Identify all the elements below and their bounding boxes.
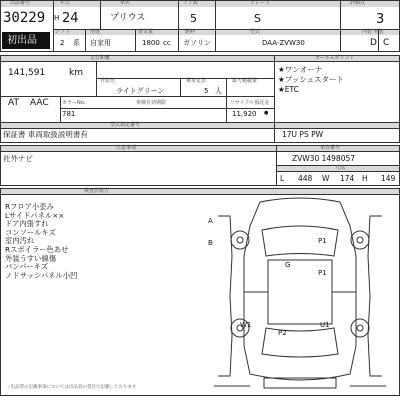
serial-label: 車台番号 bbox=[320, 145, 341, 151]
dims-l-label: L bbox=[280, 174, 285, 183]
displacement-unit: cc bbox=[163, 39, 171, 47]
header-col-line bbox=[340, 0, 341, 52]
inspector-top-line bbox=[0, 188, 400, 189]
notes-top-line bbox=[0, 145, 400, 146]
length-value: 448 bbox=[298, 174, 313, 183]
exterior-grade: C bbox=[383, 38, 390, 48]
doors-label: ドア数 bbox=[183, 0, 198, 6]
notes-col-line bbox=[0, 145, 1, 185]
mark-w1: W1 bbox=[240, 321, 252, 329]
remark-item: Rスポイラー色あせ bbox=[5, 245, 69, 254]
displacement-value: 1800 bbox=[142, 39, 160, 47]
dims-w-label: W bbox=[322, 174, 330, 183]
shift-label: シフト bbox=[55, 29, 71, 35]
color-no-label: カラーNo. bbox=[62, 100, 86, 106]
capacity-value: 5 bbox=[204, 87, 209, 95]
grade-value: S bbox=[254, 12, 261, 25]
displacement-label: 排気量 bbox=[138, 29, 154, 35]
spec-line bbox=[0, 128, 400, 129]
doors-value: 5 bbox=[190, 12, 197, 25]
remark-item: ノドサッシパネル小凹 bbox=[5, 270, 78, 280]
spec-line bbox=[96, 78, 274, 79]
mark-p1-upper: P1 bbox=[318, 237, 327, 245]
features-label: セールスポイント bbox=[315, 55, 355, 61]
transmission: AT bbox=[8, 98, 19, 108]
notes-label: 注意事項 bbox=[116, 145, 137, 151]
wheel-front-right-icon bbox=[351, 231, 369, 249]
spec-col-line bbox=[0, 55, 1, 142]
notes-line bbox=[276, 165, 400, 166]
recycle-mark: ● bbox=[264, 110, 269, 116]
spec-col-line bbox=[274, 55, 275, 142]
spec-line bbox=[0, 142, 400, 143]
car-name-label: 車名 bbox=[120, 0, 131, 6]
mileage-unit: km bbox=[69, 68, 83, 78]
feature-item: ★ETC bbox=[278, 85, 299, 94]
model-code: DAA-ZVW30 bbox=[262, 39, 305, 47]
score-value: 3 bbox=[376, 12, 385, 27]
spec-col-line bbox=[180, 78, 181, 96]
usage-value: 自家用 bbox=[90, 39, 111, 47]
color-no-value: 781 bbox=[62, 110, 76, 118]
header-col-line bbox=[100, 0, 101, 29]
notes-line bbox=[276, 171, 400, 172]
inspector-left-line bbox=[0, 188, 1, 396]
notes-line bbox=[0, 151, 400, 152]
notes-col-line bbox=[276, 145, 277, 185]
max-load-label: 最大積載量 bbox=[232, 78, 258, 84]
spec-line bbox=[0, 96, 274, 97]
header-col-line bbox=[215, 0, 216, 52]
remark-item: バンパーキズ bbox=[5, 262, 49, 272]
spec-line bbox=[60, 108, 274, 109]
header-col-line bbox=[178, 0, 179, 52]
first-listing-text: 初出品 bbox=[7, 35, 37, 46]
inspector-line bbox=[0, 194, 400, 195]
footer-note: ・出品票の記載事項については出品者の責任で記載しております bbox=[6, 385, 137, 390]
nav-note: 社外ナビ bbox=[3, 154, 33, 163]
year-value: 24 bbox=[62, 11, 79, 26]
rear-window bbox=[262, 328, 338, 357]
recycle-label: リサイクル預託金 bbox=[230, 100, 270, 106]
header-col-line bbox=[85, 29, 86, 52]
feature-item: ★ワンオーナ bbox=[278, 65, 323, 74]
header-col-line bbox=[53, 0, 54, 52]
car-body-outline bbox=[244, 198, 356, 380]
inspection-label: 車検有効期限 bbox=[136, 100, 167, 106]
header-divider bbox=[53, 29, 400, 30]
capacity-label: 乗車定員 bbox=[186, 78, 207, 84]
remark-item: Rフロア小歪み bbox=[5, 202, 54, 211]
width-value: 174 bbox=[340, 174, 355, 183]
remark-item: 外装うすい線傷 bbox=[5, 253, 57, 263]
dimensions-label: 寸法 bbox=[335, 165, 346, 171]
era-mark: H bbox=[54, 14, 60, 22]
usage-label: 用途 bbox=[90, 29, 101, 35]
score-label: 評価点 bbox=[350, 0, 366, 6]
notes-bottom-line bbox=[0, 185, 400, 186]
spec-col-line bbox=[60, 96, 61, 122]
interior-exterior-label: 内装 外装 bbox=[362, 29, 384, 35]
mark-p2: P2 bbox=[278, 329, 287, 337]
remark-item: 室内汚れ bbox=[5, 236, 35, 246]
spec-col-line bbox=[226, 78, 227, 122]
mark-g: G bbox=[285, 261, 291, 269]
spec-col-line bbox=[96, 61, 97, 96]
fuel-label: 燃料 bbox=[185, 29, 196, 35]
car-diagram bbox=[200, 196, 400, 396]
spec-line bbox=[0, 61, 400, 62]
ac-type: AAC bbox=[30, 98, 49, 108]
inspector-label: 検査員報告 bbox=[84, 188, 110, 194]
recycle-value: 11,920 bbox=[232, 110, 257, 118]
header-col-line bbox=[135, 29, 136, 52]
remark-item: ドア内張すれ bbox=[5, 219, 49, 229]
hub-icon bbox=[357, 237, 363, 243]
chassis-number: ZVW30 1498057 bbox=[292, 154, 356, 163]
remark-item: Lサイドパネル×× bbox=[5, 210, 65, 220]
equipment-value: 17U PS PW bbox=[282, 130, 324, 139]
spec-top-line bbox=[0, 55, 400, 56]
mark-left-a: A bbox=[208, 217, 213, 225]
mileage-label: 走行距離 bbox=[90, 55, 111, 61]
remark-item: コンソールキズ bbox=[5, 227, 56, 237]
wheel-front-left-icon bbox=[231, 231, 249, 249]
shift-suffix: 系 bbox=[73, 39, 80, 47]
wheel-rear-right-icon bbox=[351, 319, 369, 337]
color-label: 外装色 bbox=[100, 78, 116, 84]
type-no-label: 型式指定番号 bbox=[110, 122, 141, 128]
hub-icon bbox=[357, 325, 363, 331]
hub-icon bbox=[237, 237, 243, 243]
right-side-outline bbox=[368, 216, 382, 376]
height-value: 149 bbox=[381, 174, 396, 183]
left-side-outline bbox=[218, 216, 232, 376]
car-name: プリウス bbox=[110, 13, 146, 23]
warranty-note: 保証書 車両取扱説明書有 bbox=[3, 130, 88, 139]
spec-line bbox=[0, 122, 400, 123]
grade-label: グレード bbox=[250, 0, 271, 6]
color-name: ライトグリーン bbox=[116, 87, 165, 95]
shift-value: 2 bbox=[60, 39, 65, 47]
fuel-value: ガソリン bbox=[183, 39, 211, 47]
interior-grade: D bbox=[370, 38, 377, 48]
feature-item: ★プッシュスタート bbox=[278, 75, 345, 84]
lot-label: 出品番号 bbox=[10, 0, 31, 6]
mark-p1-lower: P1 bbox=[318, 269, 327, 277]
year-label: 年式 bbox=[60, 0, 71, 6]
dims-h-label: H bbox=[362, 174, 368, 183]
model-label: 型式 bbox=[250, 29, 261, 35]
header-col-line bbox=[378, 29, 379, 52]
lot-number: 30229 bbox=[3, 10, 46, 26]
mark-left-b: B bbox=[208, 239, 213, 247]
capacity-unit: 人 bbox=[215, 87, 222, 95]
mileage-value: 141,591 bbox=[8, 68, 46, 78]
mark-u1: U1 bbox=[320, 321, 330, 329]
